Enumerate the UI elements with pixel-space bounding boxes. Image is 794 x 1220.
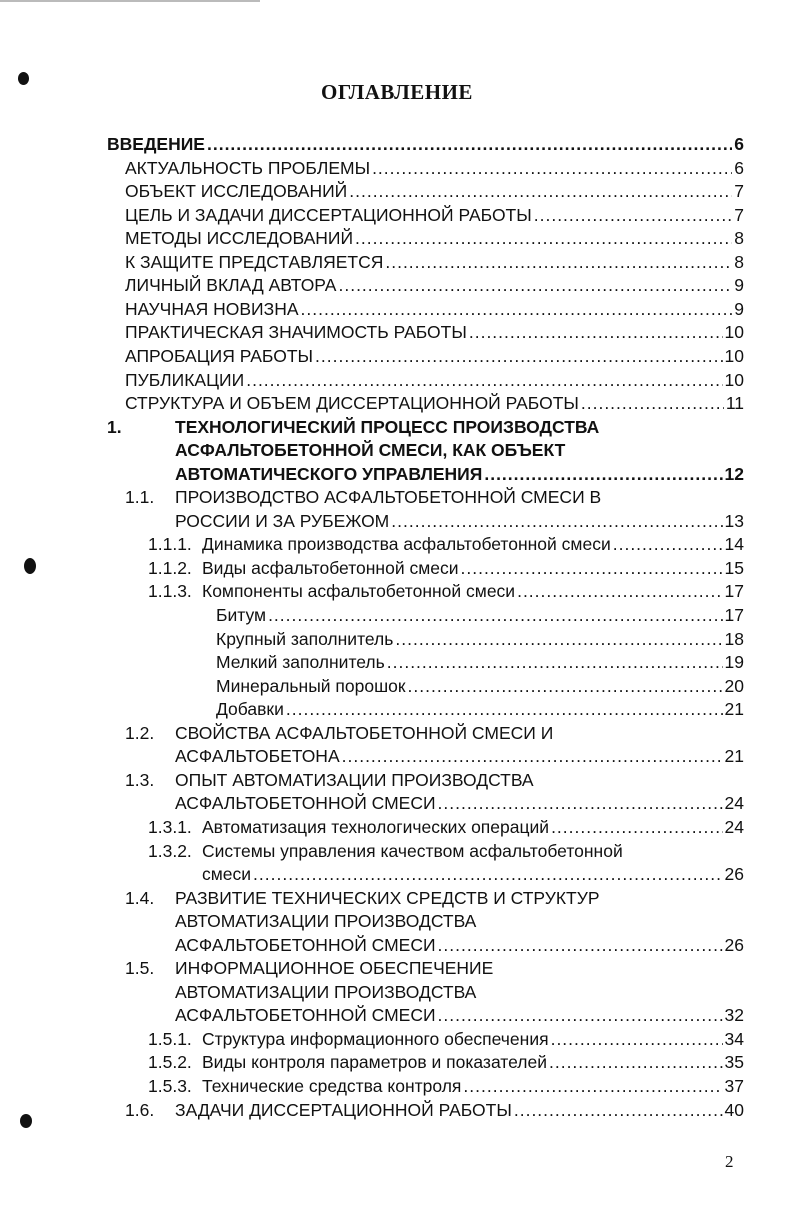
toc-entry-title-group [175,791,744,815]
toc-s1-1-2 [0,556,794,580]
toc-entry-title-group [216,627,744,651]
toc-s1-6 [0,1098,794,1122]
dot-leader [385,250,732,274]
dot-leader [349,179,732,203]
dot-leader [438,1003,723,1027]
toc-s1-4-line [0,886,794,910]
toc-entry-title-group [125,344,744,368]
toc-entry-page: 17 [724,581,744,602]
dot-leader [534,203,733,227]
toc-entry-page: 19 [724,652,744,673]
toc-entry-page: 26 [724,934,744,955]
toc-entry-text: Динамика производства асфальтобетонной смеси [202,534,611,555]
toc-entry-page: 12 [724,463,744,484]
toc-entry-page: 26 [724,864,744,885]
toc-entry-text: АСФАЛЬТОБЕТОННОЙ СМЕСИ [175,1005,436,1026]
dot-leader [246,368,722,392]
toc-s1-5-line [0,980,794,1004]
toc-s1-1-1 [0,532,794,556]
toc-s1-4-line [0,933,794,957]
toc-entry-text: Компоненты асфальтобетонной смеси [202,581,516,602]
toc-entry-text: Виды контроля параметров и показателей [202,1052,547,1073]
toc-entry-number: 1.4. [125,887,155,908]
toc-entry-text: ПУБЛИКАЦИИ [125,369,245,390]
toc-s1-3-1 [0,815,794,839]
toc-intro-item [0,250,794,274]
dot-leader [391,509,722,533]
toc-entry-number: 1.1.2. [148,557,192,578]
toc-entry-page: 32 [724,1005,744,1026]
toc-s1-1-line [0,509,794,533]
dot-leader [207,132,732,156]
toc-entry-page: 10 [724,369,744,390]
toc-entry-page: 6 [734,157,744,178]
dot-leader [463,1074,722,1098]
toc-entry-text: РАЗВИТИЕ ТЕХНИЧЕСКИХ СРЕДСТВ И СТРУКТУР [175,887,600,908]
toc-intro-item [0,344,794,368]
toc-entry-title-group [175,744,744,768]
toc-s1-3-2-line [0,862,794,886]
toc-entry-title-group [216,697,744,721]
toc-entry-title-group [175,933,744,957]
toc-entry-title-group [175,886,744,910]
toc-entry-text: АСФАЛЬТОБЕТОННОЙ СМЕСИ, КАК ОБЪЕКТ [175,440,566,461]
dot-leader [484,462,722,486]
dot-leader [355,226,732,250]
toc-entry-text: АВТОМАТИЗАЦИИ ПРОИЗВОДСТВА [175,911,477,932]
dot-leader [514,1098,723,1122]
toc-entry-title-group [125,368,744,392]
toc-entry-title-group [202,579,744,603]
toc-entry-page: 7 [734,181,744,202]
toc-entry-text: Автоматизация технологических операций [202,816,550,837]
toc-entry-number: 1.1.1. [148,534,192,555]
toc-intro-item [0,320,794,344]
toc-entry-page: 8 [734,228,744,249]
toc-component-item [0,627,794,651]
dot-leader [408,674,723,698]
dot-leader [372,156,732,180]
toc-s1-5-line [0,1003,794,1027]
toc-entry-number: 1.5.2. [148,1052,192,1073]
toc-entry-number: 1.1. [125,487,155,508]
toc-s1-5-1 [0,1027,794,1051]
toc-entry-number: 1.5.3. [148,1076,192,1096]
toc-entry-text: Минеральный порошок [216,675,406,696]
toc-entry-title-group [125,250,744,274]
toc-entry-text: НАУЧНАЯ НОВИЗНА [125,298,299,319]
toc-entry-number: 1.3.1. [148,816,192,837]
toc-s1-3-2-line [0,839,794,863]
toc-entry-number: 1.1.3. [148,581,192,602]
toc-entry-text: Битум [216,605,267,625]
toc-s1-5-3 [0,1074,794,1098]
toc-entry-text: АСФАЛЬТОБЕТОННОЙ СМЕСИ [175,793,436,814]
toc-entry-text: ПРАКТИЧЕСКАЯ ЗНАЧИМОСТЬ РАБОТЫ [125,322,467,343]
dot-leader [315,344,723,368]
toc-entry-page: 37 [724,1076,744,1096]
toc-component-item [0,650,794,674]
toc-component-item [0,674,794,698]
toc-entry-text: АПРОБАЦИЯ РАБОТЫ [125,345,314,366]
toc-entry-page: 21 [724,699,744,720]
toc-entry-text: СТРУКТУРА И ОБЪЕМ ДИССЕРТАЦИОННОЙ РАБОТЫ [125,393,579,414]
toc-entry-title-group [202,556,744,580]
toc-entry-text: ПРОИЗВОДСТВО АСФАЛЬТОБЕТОННОЙ СМЕСИ В [175,487,602,508]
toc-entry-text: Крупный заполнитель [216,628,394,649]
toc-entry-page: 15 [724,557,744,578]
toc-entry-title-group [125,297,744,321]
toc-component-item [0,603,794,627]
dot-leader [549,1050,723,1074]
scan-top-edge [0,0,260,2]
toc-s1-1-3 [0,579,794,603]
toc-s1-3-line [0,768,794,792]
toc-entry-page: 24 [724,793,744,814]
toc-entry-text: СВОЙСТВА АСФАЛЬТОБЕТОННОЙ СМЕСИ И [175,722,554,743]
toc-entry-number: 1.3.2. [148,840,192,861]
toc-entry-text: АСФАЛЬТОБЕТОННОЙ СМЕСИ [175,934,436,955]
toc-entry-text: АСФАЛЬТОБЕТОНА [175,746,340,767]
dot-leader [461,556,723,580]
toc-intro-item [0,273,794,297]
dot-leader [301,297,733,321]
dot-leader [517,579,722,603]
toc-entry-title-group [216,603,744,627]
toc-entry-text: Структура информационного обеспечения [202,1028,549,1049]
toc-entry-title-group [175,485,744,509]
dot-leader [387,650,723,674]
toc-entry-title-group [107,132,744,156]
toc-entry-title-group [202,1050,744,1074]
toc-entry-text: МЕТОДЫ ИССЛЕДОВАНИЙ [125,228,354,249]
toc-entry-page: 17 [724,605,744,625]
toc-entry-text: ТЕХНОЛОГИЧЕСКИЙ ПРОЦЕСС ПРОИЗВОДСТВА [175,416,600,437]
toc-entry-title-group [175,438,744,462]
toc-entry-page: 18 [724,628,744,649]
toc-entry-title-group [175,1003,744,1027]
toc-entry-text: Добавки [216,699,284,720]
toc-entry-text: Мелкий заполнитель [216,652,385,673]
toc-entry-title-group [125,226,744,250]
toc-entry-title-group [175,462,744,486]
toc-entry-text: смеси [202,864,252,885]
toc-entry-number: 1.6. [125,1099,155,1120]
toc-entry-page: 9 [734,298,744,319]
toc-entry-text: ВВЕДЕНИЕ [107,134,205,154]
toc-entry-title-group [125,273,744,297]
toc-entry-page: 10 [724,322,744,343]
toc-entry-title-group [125,391,744,415]
toc-entry-text: РОССИИ И ЗА РУБЕЖОМ [175,510,390,531]
toc-entry-page: 10 [724,345,744,366]
dot-leader [551,815,722,839]
dot-leader [338,273,732,297]
toc-entry-title-group [125,203,744,227]
toc-entry-title-group [175,909,744,933]
dot-leader [438,791,723,815]
dot-leader [581,391,724,415]
toc-s1-2-line [0,744,794,768]
toc-chapter1-line [0,462,794,486]
page-number: 2 [725,1152,734,1171]
toc-entry-page: 9 [734,275,744,296]
toc-s1-5-2 [0,1050,794,1074]
dot-leader [253,862,722,886]
toc-entry-text: Виды асфальтобетонной смеси [202,557,459,578]
toc-entry-text: АКТУАЛЬНОСТЬ ПРОБЛЕМЫ [125,157,371,178]
toc-entry-text: ЦЕЛЬ И ЗАДАЧИ ДИССЕРТАЦИОННОЙ РАБОТЫ [125,204,532,225]
dot-leader [395,627,722,651]
toc-entry-page: 35 [724,1052,744,1073]
toc-s1-4-line [0,909,794,933]
toc-entry-number: 1. [107,416,122,437]
toc-entry-title-group [216,650,744,674]
toc-intro-item [0,297,794,321]
toc-entry-text: АВТОМАТИЗАЦИИ ПРОИЗВОДСТВА [175,981,477,1002]
toc-entry-title-group [175,1098,744,1122]
toc-entry-page: 14 [724,534,744,555]
toc-entry-number: 1.5.1. [148,1028,192,1049]
toc-entry-title-group [125,179,744,203]
toc-intro-item [0,226,794,250]
toc-entry-page: 13 [724,510,744,531]
toc-entry-page: 34 [724,1028,744,1049]
dot-leader [342,744,723,768]
toc-entry-page: 11 [725,393,744,414]
toc-entry-title-group [202,532,744,556]
toc-entry-title-group [202,1074,744,1098]
toc-s1-2-line [0,721,794,745]
toc-entry-page: 7 [734,204,744,225]
toc-component-item [0,697,794,721]
toc-entry-title-group [175,509,744,533]
toc-entry-text: ОБЪЕКТ ИССЛЕДОВАНИЙ [125,181,348,202]
toc-entry-number: 1.2. [125,722,155,743]
toc-entry-title-group [175,721,744,745]
dot-leader [286,697,723,721]
toc-entry-text: Системы управления качеством асфальтобетонной [202,840,623,861]
dot-leader [613,532,723,556]
toc-entry-text: ИНФОРМАЦИОННОЕ ОБЕСПЕЧЕНИЕ [175,958,494,979]
toc-entry-page: 6 [734,134,744,154]
toc-entry-title-group [175,980,744,1004]
toc-entry-text: ЛИЧНЫЙ ВКЛАД АВТОРА [125,275,337,296]
toc-entry-page: 8 [734,251,744,272]
toc-entry-text: Технические средства контроля [202,1076,462,1096]
dot-leader [268,603,722,627]
toc-s1-5-line [0,956,794,980]
toc-entry-text: АВТОМАТИЧЕСКОГО УПРАВЛЕНИЯ [175,463,483,484]
toc-intro-item [0,368,794,392]
toc-entry-page: 20 [724,675,744,696]
toc-entry-number: 1.5. [125,958,155,979]
toc-entry-title-group [202,815,744,839]
toc-entry-title-group [216,674,744,698]
toc-chapter1-line [0,415,794,439]
toc-intro-item [0,156,794,180]
dot-leader [469,320,723,344]
toc-s1-1-line [0,485,794,509]
toc-s1-3-line [0,791,794,815]
toc-entry-title-group [202,839,744,863]
dot-leader [438,933,723,957]
toc-entry-page: 40 [724,1099,744,1120]
toc-entry-text: ОПЫТ АВТОМАТИЗАЦИИ ПРОИЗВОДСТВА [175,769,534,790]
toc-entry-title-group [202,862,744,886]
toc-introduction [0,132,794,156]
toc-entry-title-group [202,1027,744,1051]
toc-chapter1-line [0,438,794,462]
toc-entry-title-group [175,956,744,980]
toc-entry-text: ЗАДАЧИ ДИССЕРТАЦИОННОЙ РАБОТЫ [175,1099,512,1120]
dot-leader [551,1027,723,1051]
toc-entry-title-group [175,415,744,439]
page-title: ОГЛАВЛЕНИЕ [321,80,473,104]
toc-intro-item [0,203,794,227]
toc-entry-title-group [125,320,744,344]
toc-entry-title-group [175,768,744,792]
toc-intro-item [0,391,794,415]
toc-entry-page: 21 [724,746,744,767]
toc-entry-title-group [125,156,744,180]
toc-entry-text: К ЗАЩИТЕ ПРЕДСТАВЛЯЕТСЯ [125,251,384,272]
toc-entry-page: 24 [724,816,744,837]
toc-intro-item [0,179,794,203]
toc-entry-number: 1.3. [125,769,155,790]
